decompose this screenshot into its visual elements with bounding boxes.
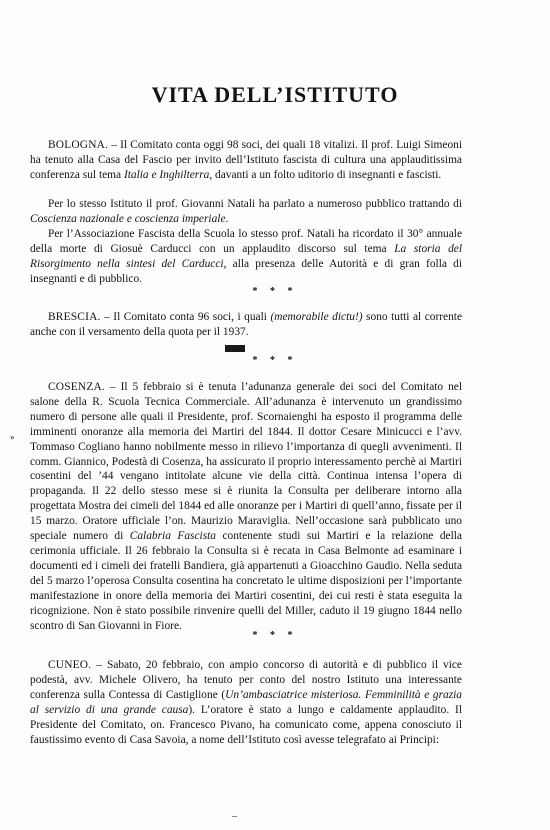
- ink-smudge: [225, 345, 245, 352]
- paragraph-cosenza: COSENZA. – Il 5 febbraio si è tenuta l’adunanza generale dei soci del Comitato nel salone della R. Scuola Tecnica Commerciale. All’adunanza è intervenuto un grandissimo numero di persone alle quali il Presidente, prof. Scornaienghi ha esposto il programma delle imminenti onoranze alla memoria dei Martiri del 1844. Il dottor Cesare Minicucci e l’avv. Tommaso Cogliano hanno nobilmente messo in rilievo l’importanza di quegli avvenimenti. Il comm. Giannico, Podestà di Cosenza, ha assicurato il proprio interessamento perchè ai Martiri cosentini del ’44 vengano intitolate alcune vie della città. Continua intensa l’opera di propaganda. Il 22 dello stesso mese si è riunita la Consulta per deliberare intorno alla progettata Mostra dei cimeli del 1844 ed alle onoranze per i Martiri di quell’anno, fissate per il 15 marzo. Oratore ufficiale l’on. Maurizio Maraviglia. Nell’occasione sarà pubblicato uno speciale numero di Calabria Fascista contenente studi sui Martiri e la relazione della cerimonia ufficiale. Il 26 febbraio la Consulta si è recata in Casa Belmonte ad esaminare i documenti ed i cimeli dei fratelli Bandiera, già appartenuti a Gioacchino Gaudio. Nella seduta del 5 marzo l’operosa Consulta cosentina ha concretato le ultime disposizioni per l’importante manifestazione in onore della memoria dei Martiri cosentini, dei cui resti è stata eseguita la ricognizione. Non è stato possibile rinvenire quelli del Miller, caduto il 19 giugno 1844 nello scontro di San Giovanni in Fiore.: [30, 381, 462, 632]
- paragraph-bologna: BOLOGNA. – Il Comitato conta oggi 98 soci, dei quali 18 vitalizi. Il prof. Luigi Simeoni ha tenuto alla Casa del Fascio per invito dell’Istituto fascista di cultura una applauditissima conferenza sul tema Italia e Inghilterra, davanti a un folto uditorio di insegnanti e fascisti.: [30, 139, 462, 181]
- footer-mark: –: [232, 811, 237, 822]
- city-heading: BOLOGNA.: [48, 139, 109, 151]
- city-heading: BRESCIA.: [48, 311, 101, 323]
- section-separator: * * *: [252, 355, 298, 366]
- section-separator: * * *: [252, 630, 298, 641]
- city-heading: COSENZA.: [48, 381, 105, 393]
- paragraph-bologna-3: Per l’Associazione Fascista della Scuola lo stesso prof. Natali ha ricordato il 30° annuale della morte di Giosuè Carducci con un applaudito discorso sul tema La storia del Risorgimento nella sintesi del Carducci, alla presenza delle Autorità e di gran folla di insegnanti e di pubblico.: [30, 228, 462, 285]
- margin-mark: »: [10, 432, 15, 442]
- section-separator: * * *: [252, 286, 298, 297]
- city-heading: CUNEO.: [48, 659, 92, 671]
- paragraph-bologna-2: Per lo stesso Istituto il prof. Giovanni Natali ha parlato a numeroso pubblico trattando di Coscienza nazionale e coscienza imperiale.: [30, 198, 462, 225]
- paragraph-brescia: BRESCIA. – Il Comitato conta 96 soci, i quali (memorabile dictu!) sono tutti al corrente anche con il versamento della quota per il 1937.: [30, 311, 463, 338]
- page-title: VITA DELL’ISTITUTO: [151, 82, 399, 107]
- paragraph-cuneo: CUNEO. – Sabato, 20 febbraio, con ampio concorso di autorità e di pubblico il vice podestà, avv. Michele Olivero, ha tenuto per conto del nostro Istituto una interessante conferenza sulla Contessa di Castiglione (Un’ambasciatrice misteriosa. Femminilità e grazia al servizio di una grande causa). L’oratore è stato a lungo e caldamente applaudito. Il Presidente del Comitato, on. Francesco Pivano, ha comunicato come, appena conosciuto il faustissimo evento di Casa Savoia, a nome dell’Istituto così avesse telegrafato ai Principi:: [30, 659, 463, 746]
